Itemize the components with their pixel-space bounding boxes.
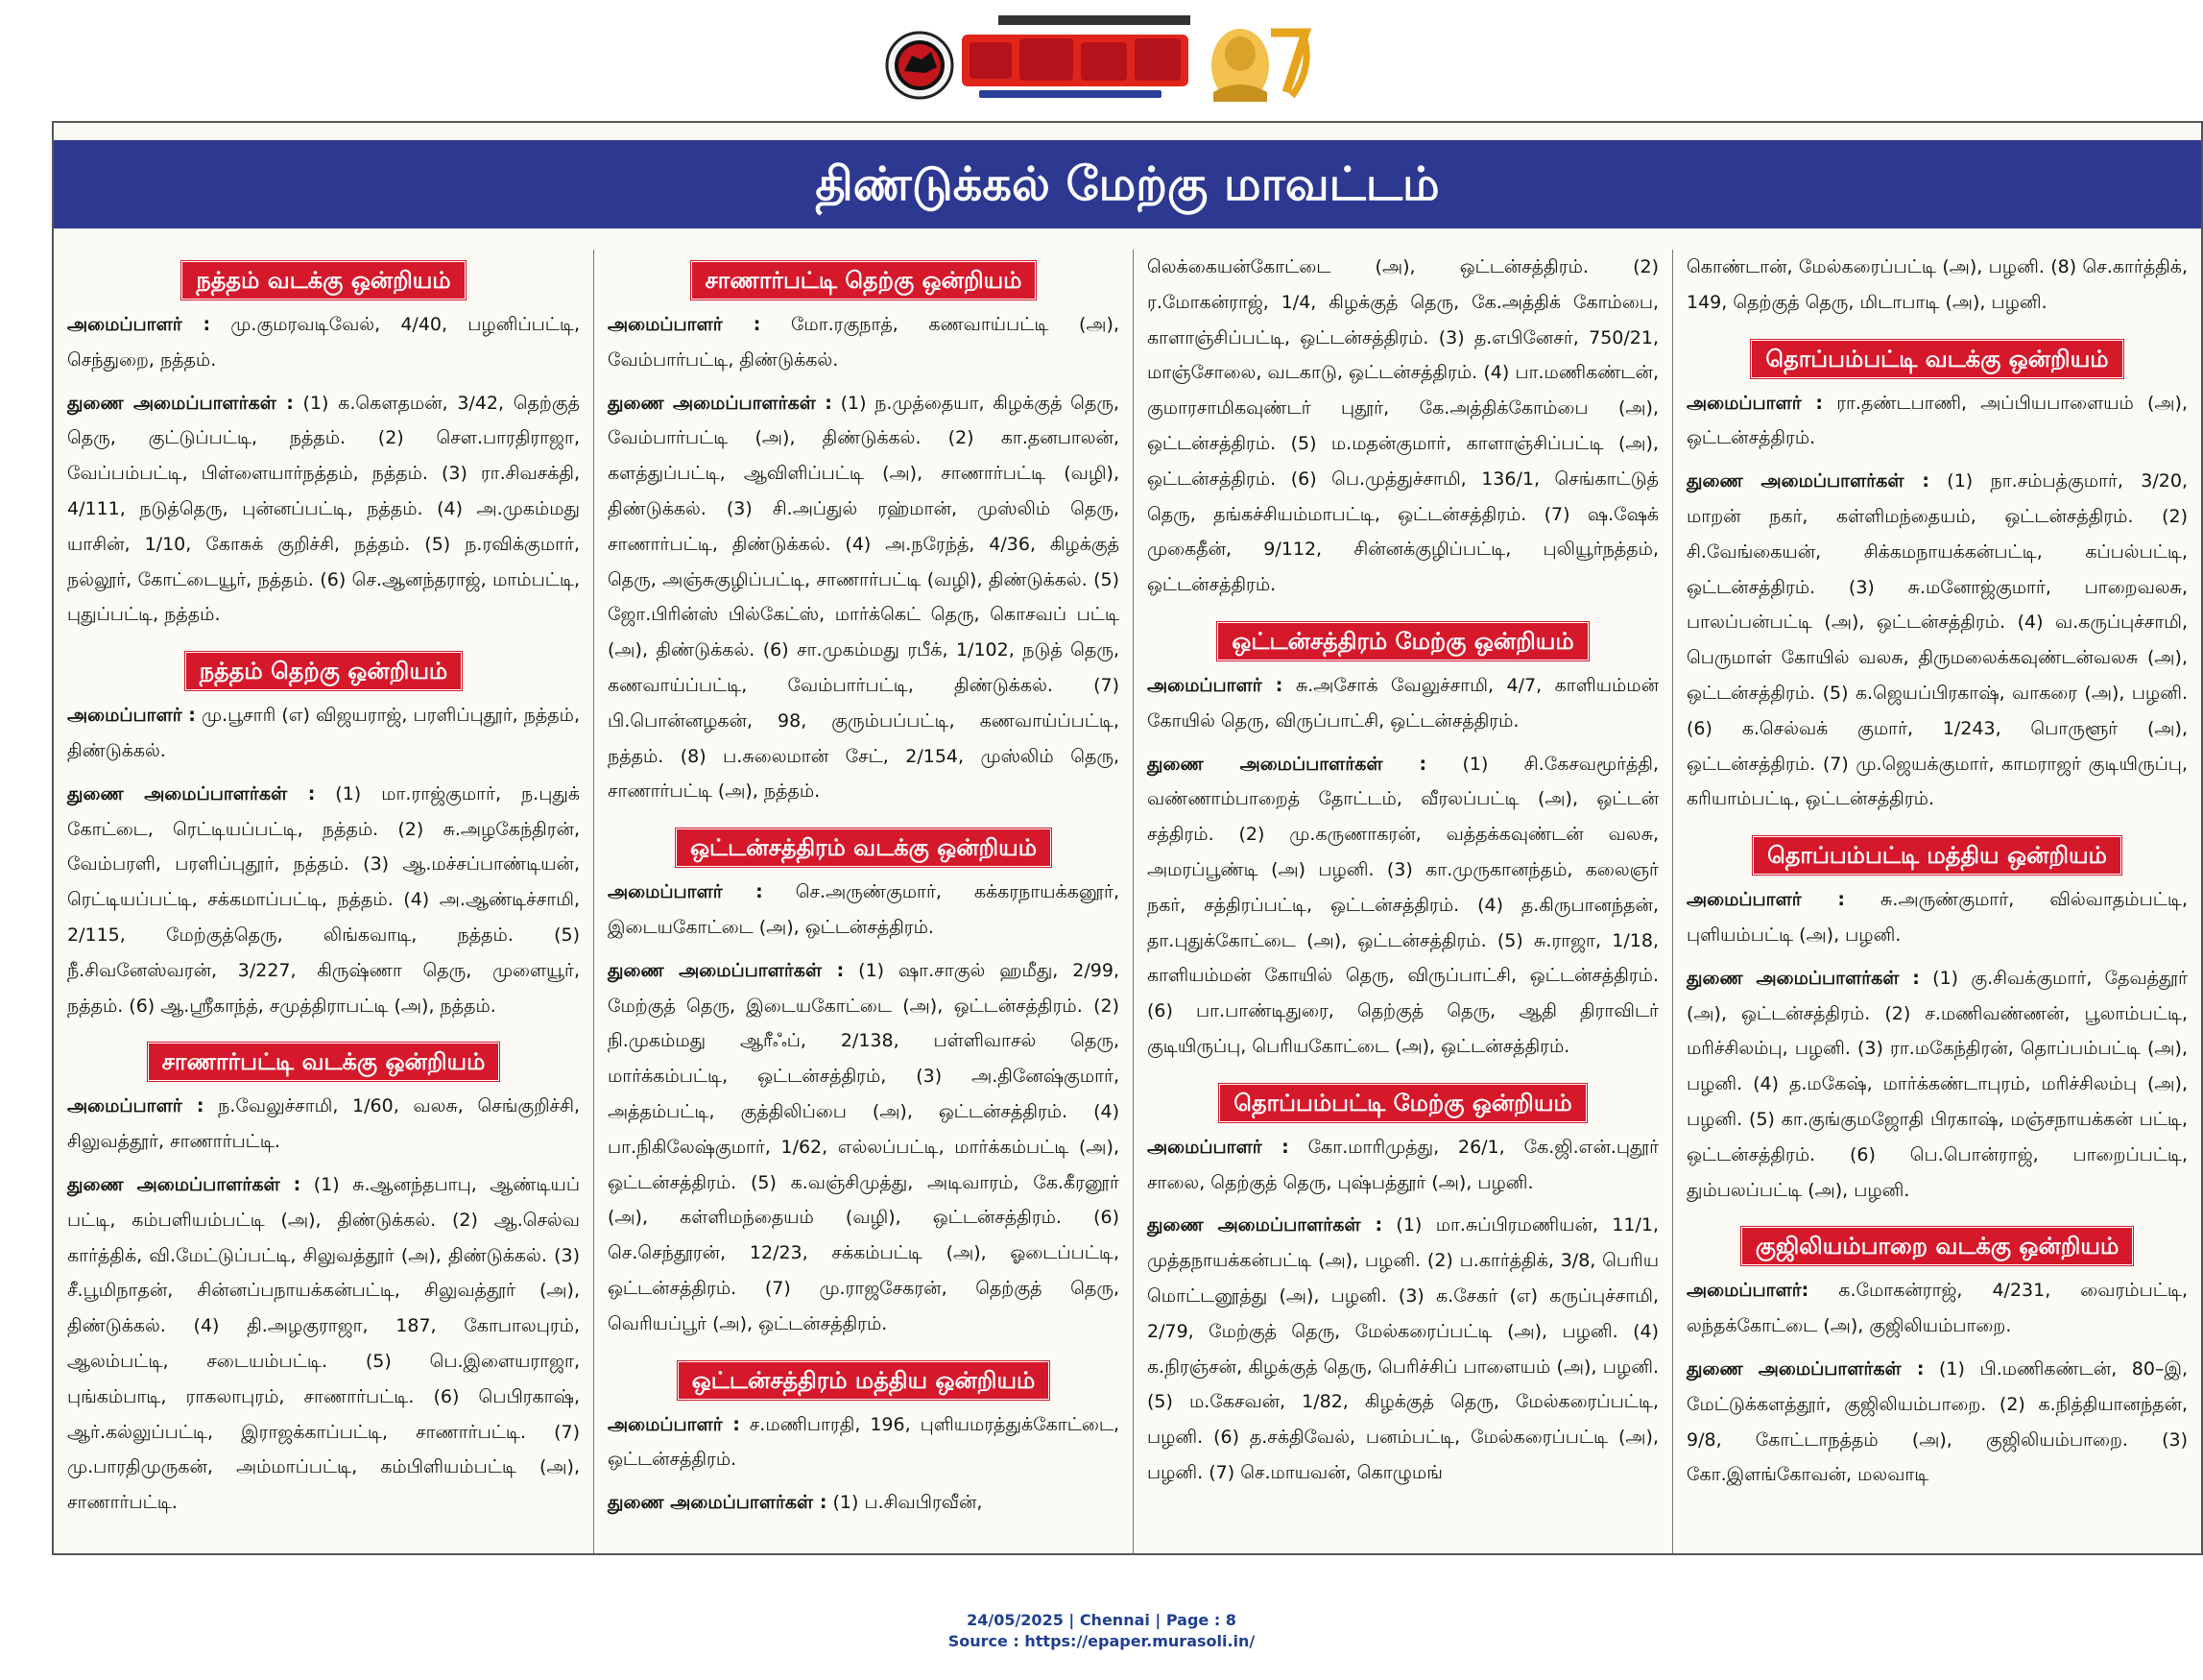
role-label: அமைப்பாளர் :: [608, 881, 763, 903]
role-label: துணை அமைப்பாளர்கள் :: [608, 1492, 827, 1514]
union-heading: நத்தம் வடக்கு ஒன்றியம்: [181, 261, 465, 300]
appointment-paragraph: [67, 698, 580, 769]
appointment-paragraph: [608, 953, 1119, 1342]
role-label: துணை அமைப்பாளர்கள் :: [1687, 1357, 1925, 1380]
role-label: அமைப்பாளர் :: [1687, 392, 1824, 414]
appointment-text: (1) சி.கேசவமூர்த்தி, வண்ணாம்பாறைத் தோட்டம், வீரலப்பட்டி (அ), ஒட்டன் சத்திரம். (2) மு.கருணாகரன், வத்தக்கவுண்டன் வலசு, அமரப்பூண்டி (அ) பழனி. (3) கா.முருகானந்தம், கலைஞர் நகர், சத்திரப்பட்டி, ஒட்டன்சத்திரம். (4) த.கிருபானந்தன், தா.புதுக்கோட்டை (அ), ஒட்டன்சத்திரம். (5) சு.ராஜா, 1/18, காளியம்மன் கோயில் தெரு, விருப்பாட்சி, ஒட்டன்சத்திரம். (6) பா.பாண்டிதுரை, தெற்குத் தெரு, ஆதி திராவிடர் குடியிருப்பு, பெரியகோட்டை (அ), ஒட்டன்சத்திரம்.: [1147, 753, 1659, 1057]
appointment-paragraph: [608, 1407, 1119, 1478]
appointment-paragraph: [1687, 1352, 2188, 1493]
role-label: துணை அமைப்பாளர்கள் :: [608, 392, 832, 414]
appointment-paragraph: [608, 1485, 1119, 1521]
union-heading-wrap: [67, 640, 580, 698]
appointment-text: லெக்கையன்கோட்டை (அ), ஒட்டன்சத்திரம். (2) ர.மோகன்ராஜ், 1/4, கிழக்குத் தெரு, கே.அத்திக் கோம்பை, காளாஞ்சிப்பட்டி, ஒட்டன்சத்திரம். (3) த.எபினேசர், 750/21, மாஞ்சோலை, வடகாடு, ஒட்டன்சத்திரம். (4) பா.மணிகண்டன், குமாரசாமிகவுண்டர் புதூர், கே.அத்திக்கோம்பை (அ), ஒட்டன்சத்திரம். (5) ம.மதன்குமார், காளாஞ்சிப்பட்டி (அ), ஒட்டன்சத்திரம். (6) பெ.முத்துச்சாமி, 136/1, செங்காட்டுத் தெரு, தங்கச்சியம்மாபட்டி, ஒட்டன்சத்திரம். (7) ஷ.ஷேக் முகைதீன், 9/112, சின்னக்குழிப்பட்டி, புலியூர்நத்தம், ஒட்டன்சத்திரம்.: [1147, 256, 1659, 596]
role-label: துணை அமைப்பாளர்கள் :: [608, 959, 845, 981]
union-heading: குஜிலியம்பாறை வடக்கு ஒன்றியம்: [1741, 1227, 2134, 1265]
appointment-paragraph: [67, 307, 580, 378]
appointment-paragraph: [1687, 250, 2188, 321]
union-heading: சாணார்பட்டி தெற்கு ஒன்றியம்: [691, 261, 1037, 300]
appointment-text: (1) மா.ராஜ்குமார், ந.புதுக் கோட்டை, ரெட்டியப்பட்டி, நத்தம். (2) சு.அழகேந்திரன், வேம்பரளி, பரளிப்புதூர், நத்தம். (3) ஆ.மச்சப்பாண்டியன், ரெட்டியப்பட்டி, சக்கமாப்பட்டி, நத்தம். (4) அ.ஆண்டிச்சாமி, 2/115, மேற்குத்தெரு, லிங்கவாடி, நத்தம். (5) நீ.சிவனேஸ்வரன், 3/227, கிருஷ்ணா தெரு, முளையூர், நத்தம். (6) ஆ.ஸ்ரீகாந்த், சமுத்திராபட்டி (அ), நத்தம்.: [67, 782, 580, 1017]
appointment-paragraph: [67, 1089, 580, 1160]
footer-source-link[interactable]: Source : https://epaper.murasoli.in/: [947, 1632, 1256, 1650]
appointment-text: கொண்டான், மேல்கரைப்பட்டி (அ), பழனி. (8) செ.கார்த்திக், 149, தெற்குத் தெரு, மிடாபாடி (அ), பழனி.: [1687, 256, 2188, 313]
role-label: துணை அமைப்பாளர்கள் :: [1147, 753, 1427, 775]
union-heading: ஒட்டன்சத்திரம் வடக்கு ஒன்றியம்: [676, 828, 1051, 867]
column-2: [594, 250, 1133, 1542]
appointment-paragraph: [608, 386, 1119, 810]
appointment-text: செ.அருண்குமார், கக்கரநாயக்கனூர், இடையகோட்டை (அ), ஒட்டன்சத்திரம்.: [608, 881, 1120, 938]
union-heading-wrap: [608, 817, 1119, 875]
union-heading-wrap: [1147, 1072, 1659, 1130]
union-heading: சாணார்பட்டி வடக்கு ஒன்றியம்: [148, 1043, 500, 1081]
article-panel: [52, 121, 2203, 1555]
footer-date: 24/05/2025 | Chennai | Page : 8: [967, 1611, 1236, 1629]
role-label: அமைப்பாளர்:: [1687, 1280, 1809, 1302]
appointment-paragraph: [1687, 386, 2188, 457]
role-label: துணை அமைப்பாளர்கள் :: [1687, 470, 1929, 492]
role-label: துணை அமைப்பாளர்கள் :: [1687, 967, 1920, 989]
appointment-text: (1) பி.மணிகண்டன், 80–இ, மேட்டுக்களத்தூர், குஜிலியம்பாறை. (2) க.நித்தியானந்தன், 9/8, கோட்டாநத்தம் (அ), குஜிலியம்பாறை. (3) கோ.இளங்கோவன், மலவாடி: [1687, 1357, 2188, 1486]
role-label: துணை அமைப்பாளர்கள் :: [67, 782, 316, 804]
appointment-text: (1) சு.ஆனந்தபாபு, ஆண்டியப் பட்டி, கம்பளியம்பட்டி (அ), திண்டுக்கல். (2) ஆ.செல்வ கார்த்திக், வி.மேட்டுப்பட்டி, சிலுவத்தூர் (அ), திண்டுக்கல். (3) சீ.பூமிநாதன், சின்னப்பநாயக்கன்பட்டி, சிலுவத்தூர் (அ), திண்டுக்கல். (4) தி.அழகுராஜா, 187, கோபாலபுரம், ஆலம்பட்டி, சடையம்பட்டி. (5) பெ.இளையராஜா, புங்கம்பாடி, ராகலாபுரம், சாணார்பட்டி. (6) பெபிரகாஷ், ஆர்.கல்லுப்பட்டி, இராஜக்காப்பட்டி, சாணார்பட்டி. (7) மு.பாரதிமுருகன், அம்மாப்பட்டி, கம்பிளியம்பட்டி (அ), சாணார்பட்டி.: [67, 1173, 580, 1514]
appointment-paragraph: [1147, 668, 1659, 739]
appointment-text: ந.வேலுச்சாமி, 1/60, வலசு, செங்குறிச்சி, சிலுவத்தூர், சாணார்பட்டி.: [67, 1095, 580, 1153]
role-label: துணை அமைப்பாளர்கள் :: [1147, 1214, 1383, 1236]
union-heading: ஒட்டன்சத்திரம் மேற்கு ஒன்றியம்: [1217, 622, 1588, 660]
appointment-paragraph: [1147, 250, 1659, 603]
appointment-paragraph: [608, 307, 1119, 378]
union-heading-wrap: [67, 250, 580, 307]
union-heading-wrap: [1687, 1215, 2188, 1273]
role-label: அமைப்பாளர் :: [608, 1413, 740, 1435]
role-label: அமைப்பாளர் :: [67, 314, 211, 335]
appointment-text: (1) க.கௌதமன், 3/42, தெற்குத் தெரு, குட்டுப்பட்டி, நத்தம். (2) சௌ.பாரதிராஜா, வேப்பம்பட்டி, பிள்ளையார்நத்தம், நத்தம். (3) ரா.சிவசக்தி, 4/111, நடுத்தெரு, புன்னப்பட்டி, நத்தம். (4) அ.முகம்மது யாசின், 1/10, கோசுக் குறிச்சி, நத்தம். (5) ந.ரவிக்குமார், நல்லூர், கோட்டையூர், நத்தம். (6) செ.ஆனந்தராஜ், மாம்பட்டி, புதுப்பட்டி, நத்தம்.: [67, 392, 581, 626]
union-heading: ஒட்டன்சத்திரம் மத்திய ஒன்றியம்: [678, 1361, 1050, 1400]
appointment-text: ச.மணிபாரதி, 196, புளியமரத்துக்கோட்டை, ஒட்டன்சத்திரம்.: [608, 1413, 1119, 1471]
column-1: [54, 250, 593, 1542]
appointment-paragraph: [1147, 1208, 1659, 1490]
appointment-text: சு.அருண்குமார், வில்வாதம்பட்டி, புளியம்பட்டி (அ), பழனி.: [1687, 889, 2188, 946]
appointment-paragraph: [1687, 464, 2188, 817]
union-heading-wrap: [67, 1031, 580, 1089]
role-label: அமைப்பாளர் :: [608, 314, 761, 335]
union-heading: நத்தம் தெற்கு ஒன்றியம்: [185, 652, 462, 690]
appointment-paragraph: [67, 1167, 580, 1521]
role-label: அமைப்பாளர் :: [1687, 889, 1845, 911]
title-band: [54, 140, 2201, 228]
union-heading-wrap: [608, 250, 1119, 307]
appointment-paragraph: [67, 777, 580, 1024]
appointment-text: கோ.மாரிமுத்து, 26/1, கே.ஜி.என்.புதூர் சாலை, தெற்குத் தெரு, புஷ்பத்தூர் (அ), பழனி.: [1147, 1136, 1660, 1193]
union-heading-wrap: [1687, 825, 2188, 882]
column-4: [1673, 250, 2201, 1542]
appointment-paragraph: [1687, 882, 2188, 953]
appointment-text: (1) நா.சம்பத்குமார், 3/20, மாறன் நகர், கள்ளிமந்தையம், ஒட்டன்சத்திரம். (2) சி.வேங்கையன், சிக்கமநாயக்கன்பட்டி, கப்பல்பட்டி, ஒட்டன்சத்திரம். (3) சு.மனோஜ்குமார், பாறைவலசு, பாலப்பன்பட்டி (அ), ஒட்டன்சத்திரம். (4) வ.கருப்புச்சாமி, பெருமாள் கோயில் வலசு, திருமலைக்கவுண்டன்வலசு (அ), ஒட்டன்சத்திரம். (5) க.ஜெயப்பிரகாஷ், வாகரை (அ), பழனி. (6) க.செல்வக் குமார், 1/243, பொருளூர் (அ), ஒட்டன்சத்திரம். (7) மு.ஜெயக்குமார், காமராஜர் குடியிருப்பு, கரியாம்பட்டி, ஒட்டன்சத்திரம்.: [1687, 470, 2188, 810]
column-3: [1134, 250, 1672, 1542]
union-heading-wrap: [1687, 328, 2188, 386]
role-label: துணை அமைப்பாளர்கள் :: [67, 392, 294, 414]
page-title: திண்டுக்கல் மேற்கு மாவட்டம்: [815, 157, 1440, 211]
appointment-text: க.மோகன்ராஜ், 4/231, வைரம்பட்டி, லந்தக்கோட்டை (அ), குஜிலியம்பாறை.: [1687, 1280, 2188, 1337]
masthead-logo: [883, 10, 1325, 108]
appointment-paragraph: [1147, 747, 1659, 1065]
role-label: அமைப்பாளர் :: [67, 1095, 204, 1117]
union-heading-wrap: [608, 1350, 1119, 1407]
appointment-paragraph: [608, 875, 1119, 946]
appointment-paragraph: [1147, 1130, 1659, 1201]
appointment-text: ரா.தண்டபாணி, அப்பியபாளையம் (அ), ஒட்டன்சத்திரம்.: [1687, 392, 2188, 449]
appointment-text: (1) மா.சுப்பிரமணியன், 11/1, முத்தநாயக்கன்பட்டி (அ), பழனி. (2) ப.கார்த்திக், 3/8, பெரிய மொட்டனூத்து (அ), பழனி. (3) க.சேகர் (எ) கருப்புச்சாமி, 2/79, மேற்குத் தெரு, மேல்கரைப்பட்டி (அ), பழனி. (4) க.நிரஞ்சன், கிழக்குத் தெரு, பெரிச்சிப் பாளையம் (அ), பழனி. (5) ம.கேசவன், 1/82, கிழக்குத் தெரு, மேல்கரைப்பட்டி, பழனி. (6) த.சக்திவேல், பனம்பட்டி, மேல்கரைப்பட்டி (அ), பழனி. (7) செ.மாயவன், கொழுமங்: [1147, 1214, 1659, 1483]
role-label: அமைப்பாளர் :: [67, 705, 196, 727]
union-heading: தொப்பம்பட்டி மத்திய ஒன்றியம்: [1753, 836, 2121, 875]
role-label: துணை அமைப்பாளர்கள் :: [67, 1173, 301, 1195]
appointment-text: (1) கு.சிவக்குமார், தேவத்தூர் (அ), ஒட்டன்சத்திரம். (2) ச.மணிவண்ணன், பூலாம்பட்டி, மரிச்சிலம்பு, பழனி. (3) ரா.மகேந்திரன், தொப்பம்பட்டி (அ), பழனி. (4) த.மகேஷ், மார்க்கண்டாபுரம், மரிச்சிலம்பு (அ), பழனி. (5) கா.குங்குமஜோதி பிரகாஷ், மஞ்சநாயக்கன் பட்டி, ஒட்டன்சத்திரம். (6) பெ.பொன்ராஜ், பாறைப்பட்டி, தும்பலப்பட்டி (அ), பழனி.: [1687, 967, 2189, 1201]
appointment-text: மோ.ரகுநாத், கணவாய்பட்டி (அ), வேம்பார்பட்டி, திண்டுக்கல்.: [608, 314, 1119, 371]
appointment-paragraph: [1687, 961, 2188, 1209]
appointment-paragraph: [67, 386, 580, 634]
role-label: அமைப்பாளர் :: [1147, 1136, 1289, 1158]
appointment-text: சு.அசோக் வேலுச்சாமி, 4/7, காளியம்மன் கோயில் தெரு, விருப்பாட்சி, ஒட்டன்சத்திரம்.: [1147, 674, 1659, 732]
appointment-text: (1) ஷா.சாகுல் ஹமீது, 2/99, மேற்குத் தெரு, இடையகோட்டை (அ), ஒட்டன்சத்திரம். (2) நி.முகம்மது ஆரீஃப், 2/138, பள்ளிவாசல் தெரு, மார்க்கம்பட்டி, ஒட்டன்சத்திரம், (3) அ.தினேஷ்குமார், அத்தம்பட்டி, குத்திலிப்பை (அ), ஒட்டன்சத்திரம். (4) பா.நிகிலேஷ்குமார், 1/62, எல்லப்பட்டி, மார்க்கம்பட்டி (அ), ஒட்டன்சத்திரம். (5) க.வஞ்சிமுத்து, அடிவாரம், கே.கீரனூர் (அ), கள்ளிமந்தையம் (வழி), ஒட்டன்சத்திரம். (6) செ.செந்தூரன், 12/23, சக்கம்பட்டி (அ), ஓடைப்பட்டி, ஒட்டன்சத்திரம். (7) மு.ராஜசேகரன், தெற்குத் தெரு, வெரியப்பூர் (அ), ஒட்டன்சத்திரம்.: [608, 959, 1119, 1334]
role-label: அமைப்பாளர் :: [1147, 674, 1283, 696]
appointment-paragraph: [1687, 1273, 2188, 1344]
appointment-text: (1) ப.சிவபிரவீன்,: [826, 1492, 983, 1514]
union-heading: தொப்பம்பட்டி மேற்கு ஒன்றியம்: [1219, 1084, 1586, 1122]
union-heading-wrap: [1147, 611, 1659, 668]
appointment-text: மு.குமரவடிவேல், 4/40, பழனிப்பட்டி, செந்துறை, நத்தம்.: [67, 314, 580, 371]
appointment-text: (1) ந.முத்தையா, கிழக்குத் தெரு, வேம்பார்பட்டி (அ), திண்டுக்கல். (2) கா.தனபாலன், களத்துப்பட்டி, ஆவிளிப்பட்டி (அ), சாணார்பட்டி (வழி), திண்டுக்கல். (3) சி.அப்துல் ரஹ்மான், முஸ்லிம் தெரு, சாணார்பட்டி, திண்டுக்கல். (4) அ.நரேந்த், 4/36, கிழக்குத் தெரு, அஞ்சுகுழிப்பட்டி, சாணார்பட்டி (வழி), திண்டுக்கல். (5) ஜோ.பிரின்ஸ் பில்கேட்ஸ், மார்க்கெட் தெரு, கொசவப் பட்டி (அ), திண்டுக்கல். (6) சா.முகம்மது ரபீக், 1/102, நடுத் தெரு, கணவாய்ப்பட்டி, வேம்பார்பட்டி, திண்டுக்கல். (7) பி.பொன்னழகன், 98, குரும்பப்பட்டி, கணவாய்ப்பட்டி, நத்தம். (8) ப.சுலைமான் சேட், 2/154, முஸ்லிம் தெரு, சாணார்பட்டி (அ), நத்தம்.: [608, 392, 1119, 803]
appointment-text: மு.பூசாரி (எ) விஜயராஜ், பரளிப்புதூர், நத்தம், திண்டுக்கல்.: [67, 705, 580, 761]
union-heading: தொப்பம்பட்டி வடக்கு ஒன்றியம்: [1751, 340, 2122, 378]
